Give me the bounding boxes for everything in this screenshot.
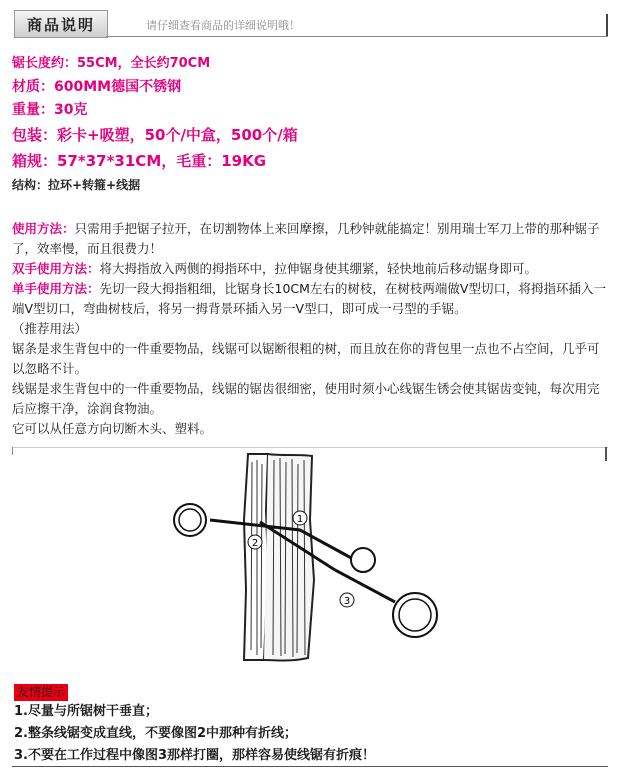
recommended-note: （推荐用法） xyxy=(12,321,88,336)
spec-weight: 重量：30克 xyxy=(12,102,88,118)
usage-text: 只需用手把锯子拉开，在切割物体上来回摩擦，几秒钟就能搞定！别用瑞士军刀上带的那种锯子了，效率慢，而且很费力！ xyxy=(12,221,600,256)
usage-paragraph xyxy=(12,219,610,259)
one-hand-label: 单手使用方法： xyxy=(12,281,100,296)
care-paragraph: 线锯是求生背包中的一件重要物品，线锯的锯齿很细密，使用时须小心线锯生锈会使其锯齿变钝，每次用完后应擦干净，涂润食物油。 xyxy=(12,381,600,416)
two-hand-text: 将大拇指放入两侧的拇指环中，拉伸锯身使其绷紧，轻快地前后移动锯身即可。 xyxy=(99,261,538,276)
two-hand-label: 双手使用方法： xyxy=(12,261,100,276)
spec-list xyxy=(12,52,612,196)
marker-label-1: 1 xyxy=(296,514,304,525)
spec-material: 材质：600MM德国不锈钢 xyxy=(12,79,182,95)
usage-label: 使用方法： xyxy=(12,221,75,236)
spec-saw-length: 锯长度约：55CM，全长约70CM xyxy=(12,56,211,71)
bottom-rule xyxy=(12,766,608,767)
spec-structure: 结构：拉环+转箍+线据 xyxy=(12,178,141,192)
one-hand-paragraph xyxy=(12,279,610,319)
tips-badge: 友情提示 xyxy=(14,684,68,701)
divider-tick-left xyxy=(12,447,13,455)
header-rule xyxy=(106,36,608,37)
marker-label-3: 3 xyxy=(343,596,351,607)
cut-direction-paragraph: 它可以从任意方向切断木头、塑料。 xyxy=(12,421,213,436)
tree-trunk-back xyxy=(264,454,314,661)
header-corner-mark xyxy=(606,14,608,36)
section-divider xyxy=(12,447,608,448)
wire-saw-diagram xyxy=(160,450,460,680)
header-tagline: 请仔细查看商品的详细说明哦！ xyxy=(146,19,300,32)
tip-item-1: 1.尽量与所锯树干垂直； xyxy=(14,704,158,719)
product-description-tab: 商品说明 xyxy=(14,10,108,38)
one-hand-text: 先切一段大拇指粗细，比锯身长10CM左右的树枝，在树枝两端做V型切口，将拇指环插入一端V型切口，弯曲树枝后，将另一拇背景环插入另一V型口，即可成一弓型的手锯。 xyxy=(12,281,606,316)
marker-label-2: 2 xyxy=(251,538,259,549)
usage-description xyxy=(12,219,610,439)
wire-saw-illustration xyxy=(160,450,460,680)
tip-item-2: 2.整条线锯变成直线，不要像图2中那种有折线； xyxy=(14,726,298,741)
spec-carton: 箱规：57*37*31CM，毛重：19KG xyxy=(12,152,267,170)
tree-trunk-front xyxy=(244,454,268,660)
page-header xyxy=(0,4,620,40)
finger-ring-middle xyxy=(351,548,375,572)
tips-list xyxy=(14,701,610,767)
survival-paragraph: 锯条是求生背包中的一件重要物品，线锯可以锯断很粗的树，而且放在你的背包里一点也不占空间，几乎可以忽略不计。 xyxy=(12,341,600,376)
two-hand-paragraph xyxy=(12,259,610,279)
spec-packaging: 包装：彩卡+吸塑，50个/中盒，500个/箱 xyxy=(12,126,298,144)
tip-item-3: 3.不要在工作过程中像图3那样打圈，那样容易使线锯有折痕！ xyxy=(14,748,376,763)
divider-tick-right xyxy=(605,447,607,461)
